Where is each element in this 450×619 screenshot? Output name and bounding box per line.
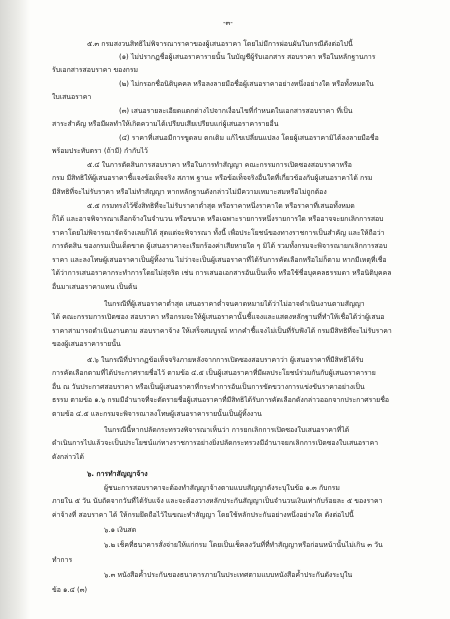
low-bid-line-3: ราคาสามารถดำเนินงานตาม สอบราคาจ้าง ให้เสร็จสมบูรณ์ หากคำชี้แจงไม่เป็นที่รับฟังได้ กรมมีสิทธิที่จะไม่รับราคา bbox=[52, 327, 392, 335]
item-1: (๑) ไม่ปรากฏชื่อผู้เสนอราคารายนั้น ในบัญชีผู้รับเอกสาร สอบราคา หรือในหลักฐานการ bbox=[119, 53, 376, 61]
item-3: (๓) เสนอรายละเอียดแตกต่างไปจากเงื่อนไขที่กำหนดในเอกสารสอบราคา ที่เป็น bbox=[119, 107, 353, 115]
section-5-6-line-2: การคัดเลือกตามที่ได้ประกาศรายชื่อไว้ ตามข้อ ๔.๕ เป็นผู้เสนอราคาที่มีผลประโยชน์ร่วมกันกับผู้เสนอราคาราย bbox=[52, 369, 376, 377]
section-5-5-line-3: ราคาโดยไม่พิจารณาจัดจ้างเลยก็ได้ สุดแต่จะพิจารณา ทั้งนี้ เพื่อประโยชน์ของทางราชการเป็นสำคัญ และให้ถือว่า bbox=[52, 229, 385, 237]
section-5-4-line-3: มีสิทธิที่จะไม่รับราคา หรือไม่ทำสัญญา หากหลักฐานดังกล่าวไม่มีความเหมาะสมหรือไม่ถูกต้อง bbox=[52, 188, 327, 196]
low-bid-paragraph: ในกรณีที่ผู้เสนอราคาต่ำสุด เสนอราคาต่ำจนคาดหมายได้ว่าไม่อาจดำเนินงานตามสัญญา bbox=[104, 300, 365, 308]
section-5-5-line-7: อื่นมาเสนอราคาแทน เป็นต้น bbox=[52, 283, 138, 291]
section-5-5-line-5: ราคา และลงโทษผู้เสนอราคาเป็นผู้ทิ้งงาน ไม่ว่าจะเป็นผู้เสนอราคาที่ได้รับการคัดเลือกหรือไม่ก็ตาม หากมีเหตุที่เชื่อ bbox=[52, 256, 387, 264]
item-2-cont: ใบเสนอราคา bbox=[52, 93, 92, 101]
item-6-3: ๖.๓ หนังสือค้ำประกันของธนาคารภายในประเทศตามแบบหนังสือค้ำประกันดังระบุใน bbox=[104, 571, 353, 579]
section-5-5-line-4: การตัดสิน ของกรมเป็นเด็ดขาด ผู้เสนอราคาจะเรียกร้องค่าเสียหายใด ๆ มิได้ รวมทั้งกรมจะพิจารณายกเลิกการสอบ bbox=[52, 242, 388, 250]
section-6-paragraph: ผู้ชนะการสอบราคาจะต้องทำสัญญาจ้างตามแบบสัญญาดังระบุในข้อ ๑.๓ กับกรม bbox=[104, 484, 340, 492]
page-number: -๓- bbox=[223, 19, 233, 27]
cancellation-paragraph: ในกรณีนี้หากปลัดกระทรวงพิจารณาเห็นว่า การยกเลิกการเปิดซองใบเสนอราคาที่ได้ bbox=[104, 426, 350, 434]
cancellation-line-2: ดำเนินการไปแล้วจะเป็นประโยชน์แก่ทางราชการอย่างยิ่งปลัดกระทรวงมีอำนาจยกเลิกการเปิดซองใบเสนอราคา bbox=[52, 439, 379, 447]
section-5-6-line-4: ธรรม ตามข้อ ๑.๖ กรมมีอำนาจที่จะตัดรายชื่อผู้เสนอราคาที่มีสิทธิได้รับการคัดเลือกดังกล่าวออกจากประกาศรายชื่อ bbox=[52, 396, 390, 404]
section-6-line-3: ค่าจ้างที่ สอบราคา ได้ ให้กรมยึดถือไว้ในขณะทำสัญญา โดยใช้หลักประกันอย่างหนึ่งอย่างใด ดังต่อไปนี้ bbox=[52, 511, 354, 519]
item-4-cont: พร้อมประทับตรา (ถ้ามี) กำกับไว้ bbox=[52, 147, 148, 155]
item-2: (๒) ไม่กรอกชื่อนิติบุคคล หรือลงลายมือชื่อผู้เสนอราคาอย่างหนึ่งอย่างใด หรือทั้งหมดใน bbox=[119, 80, 374, 88]
section-5-6: ๕.๖ ในกรณีที่ปรากฏข้อเท็จจริงภายหลังจากการเปิดซองสอบราคาว่า ผู้เสนอราคาที่มีสิทธิได้รับ bbox=[87, 356, 364, 364]
section-5-4-line-2: กรม มีสิทธิให้ผู้เสนอราคาชี้แจงข้อเท็จจริง สภาพ ฐานะ หรือข้อเท็จจริงอื่นใดที่เกี่ยวข้องกับผู้เสนอราคาได้ กรม bbox=[52, 174, 373, 182]
item-4: (๔) ราคาที่เสนอมีการขูดลบ ตกเติม แก้ไขเปลี่ยนแปลง โดยผู้เสนอราคามิได้ลงลายมือชื่อ bbox=[119, 134, 379, 142]
section-5-5: ๕.๕ กรมทรงไว้ซึ่งสิทธิที่จะไม่รับราคาต่ำสุด หรือราคาหนึ่งราคาใด หรือราคาที่เสนอทั้งหมด bbox=[87, 202, 355, 210]
section-5-5-line-2: ก็ได้ และอาจพิจารณาเลือกจ้างในจำนวน หรือขนาด หรือเฉพาะรายการหนึ่งรายการใด หรืออาจจะยกเลิกการสอบ bbox=[52, 215, 384, 223]
low-bid-line-2: ได้ คณะกรรมการเปิดซอง สอบราคา หรือกรมจะให้ผู้เสนอราคานั้นชี้แจงและแสดงหลักฐานที่ทำให้เชื่อได้ว่าผู้เสนอ bbox=[52, 313, 385, 321]
section-5-4: ๕.๔ ในการตัดสินการสอบราคา หรือในการทำสัญญา คณะกรรมการเปิดซองสอบราคาหรือ bbox=[87, 161, 352, 169]
section-6-line-2: ภายใน ๕ วัน นับถัดจากวันที่ได้รับแจ้ง และจะต้องวางหลักประกันสัญญาเป็นจำนวนเงินเท่ากับร้อยละ ๕ ของราคา bbox=[52, 497, 383, 505]
item-6-3-cont: ข้อ ๑.๔ (๓) bbox=[52, 586, 88, 594]
section-5-3: ๕.๓ กรมสงวนสิทธิไม่พิจารณาราคาของผู้เสนอราคา โดยไม่มีการผ่อนผันในกรณีดังต่อไปนี้ bbox=[87, 40, 353, 48]
section-5-6-line-5: ตามข้อ ๔.๕ และกรมจะพิจารณาลงโทษผู้เสนอราคารายนั้นเป็นผู้ทิ้งงาน bbox=[52, 410, 262, 418]
cancellation-line-3: ดังกล่าวได้ bbox=[52, 453, 84, 461]
low-bid-line-4: ของผู้เสนอราคารายนั้น bbox=[52, 340, 121, 348]
item-6-1: ๖.๑ เงินสด bbox=[104, 526, 137, 534]
section-6-heading: ๖. การทำสัญญาจ้าง bbox=[87, 470, 148, 478]
item-3-cont: สาระสำคัญ หรือมีผลทำให้เกิดความได้เปรียบเสียเปรียบแก่ผู้เสนอราคารายอื่น bbox=[52, 120, 279, 128]
item-6-2-cont: ทำการ bbox=[52, 556, 73, 564]
section-5-5-line-6: ได้ว่าการเสนอราคากระทำการโดยไม่สุจริต เช่น การเสนอเอกสารอันเป็นเท็จ หรือใช้ชื่อบุคคลธรรมดา หรือนิติบุคคล bbox=[52, 269, 392, 277]
item-1-cont: รับเอกสารสอบราคา ของกรม bbox=[52, 66, 139, 74]
section-5-6-line-3: อื่น ณ วันประกาศสอบราคา หรือเป็นผู้เสนอราคาที่กระทำการอันเป็นการขัดขวางการแข่งขันราคาอย่างเป็น bbox=[52, 383, 365, 391]
item-6-2: ๖.๒ เช็คที่ธนาคารสั่งจ่ายให้แก่กรม โดยเป็นเช็คลงวันที่ที่ทำสัญญาหรือก่อนหน้านั้นไม่เกิน ๓ วัน bbox=[104, 541, 383, 549]
